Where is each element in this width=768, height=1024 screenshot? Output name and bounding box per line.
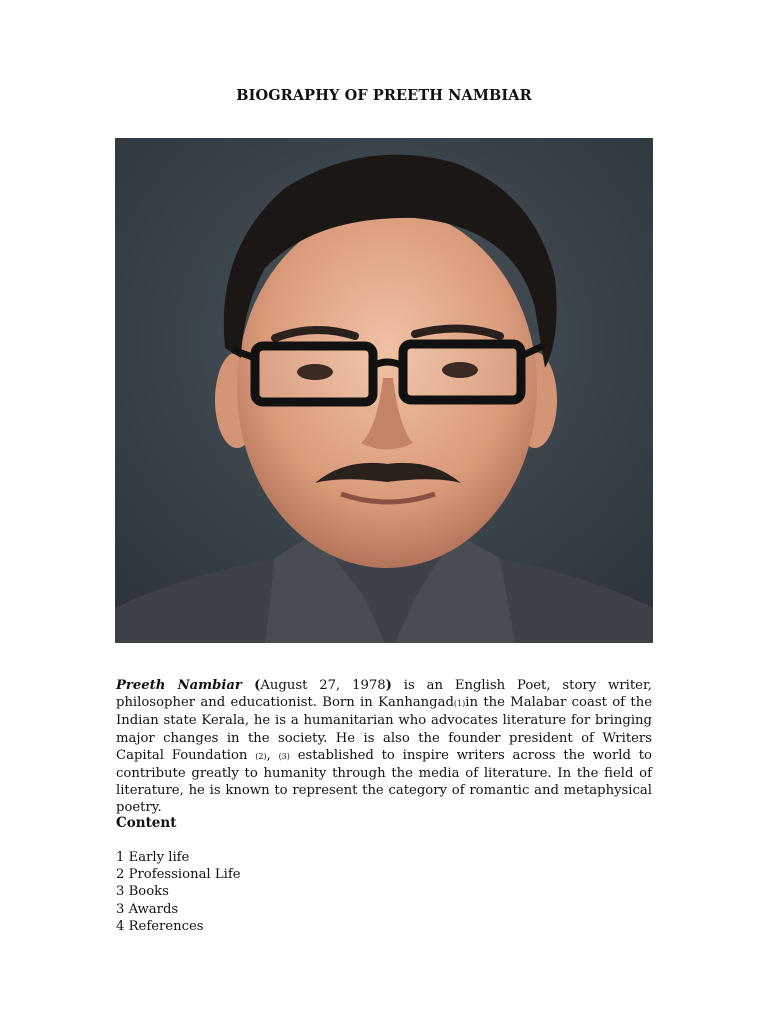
toc-item: 2 Professional Life	[116, 867, 241, 883]
content-heading: Content	[116, 815, 177, 831]
portrait-photo	[115, 138, 653, 643]
toc-item: 3 Awards	[116, 901, 179, 917]
bio-text-1: is an English Poet, story writer, philosopher and educationist. Born in Kanhangad	[116, 678, 652, 711]
reference-3: (3)	[278, 751, 290, 761]
toc-item: 4 References	[116, 918, 204, 934]
bio-text-3: established to inspire writers across the world to contribute greatly to humanity through the media of literature. In the field of literature, he is known to represent the category of romantic and metaphysical poetry.	[116, 747, 652, 816]
bio-open-paren: (	[241, 678, 261, 693]
document-title: BIOGRAPHY OF PREETH NAMBIAR	[236, 87, 532, 104]
reference-1: (1)	[453, 699, 466, 709]
reference-2: (2)	[255, 751, 267, 761]
birth-date: August 27, 1978	[260, 678, 386, 693]
bio-close-paren: )	[385, 678, 392, 693]
table-of-contents	[116, 849, 241, 935]
biography-paragraph	[116, 677, 652, 817]
bio-text-2: in the Malabar coast of the Indian state Kerala, he is a humanitarian who advocates literature for bringing major changes in the society. He is also the founder president of Writers Capital Foundation	[116, 695, 652, 763]
person-name: Preeth Nambiar	[116, 678, 242, 693]
toc-item: 3 Books	[116, 884, 169, 900]
toc-item: 1 Early life	[116, 850, 190, 865]
bio-comma: ,	[266, 747, 279, 763]
portrait-icon	[115, 138, 653, 643]
